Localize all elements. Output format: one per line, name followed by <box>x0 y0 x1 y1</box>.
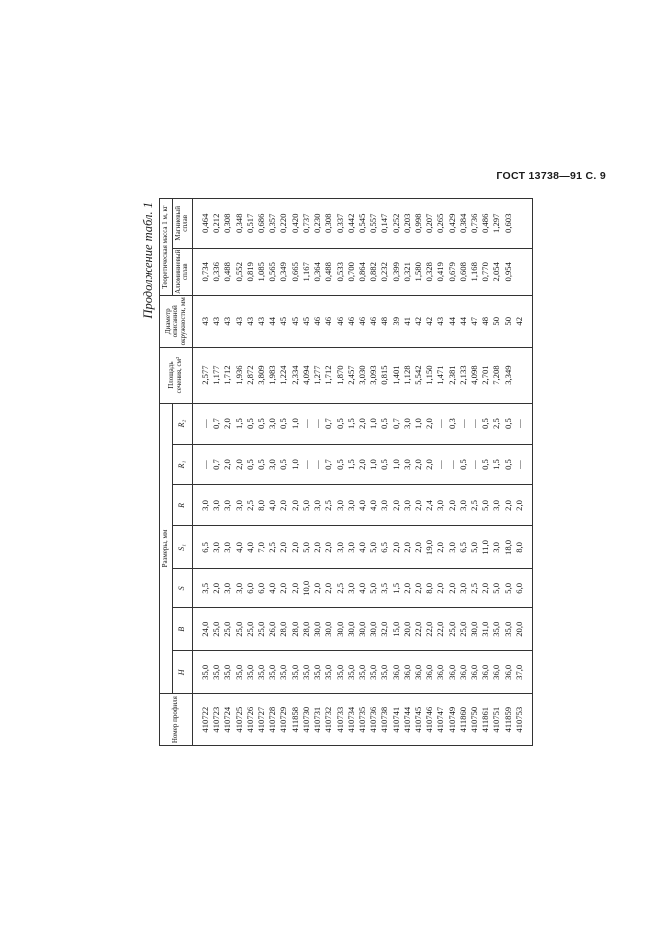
page-header: ГОСТ 13738—91 С. 9 <box>496 170 606 182</box>
column-B: 24,0 25,0 25,0 25,0 25,0 25,0 26,0 28,0 28,0 28,0 30,0 30,0 30,0 30,0 30,0 30,0 32,0 15,0 20,0 22,0 22,0 22,0 25,0 25,0 30,0 31,0 35,0 35,0 20,0 <box>193 608 533 651</box>
header-B: B <box>172 608 192 651</box>
header-diameter: Диаметр описанной окружности, мм <box>160 295 193 347</box>
header-S1: S₁ <box>172 526 192 569</box>
column-S1: 6,5 3,0 3,0 4,0 4,0 7,0 2,5 2,0 2,0 5,0 2,0 2,0 3,0 3,0 4,0 5,0 6,5 2,0 2,0 2,0 19,0 2,0 3,0 6,5 5,0 11,0 3,0 18,0 8,0 <box>193 526 533 569</box>
column-S: 3,5 2,0 3,0 3,0 6,0 6,0 4,0 2,0 2,0 10,0 2,0 2,0 2,5 3,0 4,0 5,0 3,5 1,5 2,0 2,0 8,0 2,0 2,0 3,0 2,5 2,0 5,0 5,0 6,0 <box>193 569 533 608</box>
header-S: S <box>172 569 192 608</box>
profile-table <box>159 198 533 746</box>
header-weight: Теоретическая масса 1 м, кг <box>160 199 173 296</box>
column-R2: — 0,7 2,0 1,5 0,5 0,5 3,0 0,5 1,0 — — 0,7 0,5 1,5 2,0 1,0 0,5 0,7 3,0 1,0 2,0 — 0,3 — — 0,5 2,5 0,5 — <box>193 403 533 444</box>
column-magnesium: 0,464 0,212 0,308 0,348 0,517 0,686 0,357 0,220 0,420 0,737 0,230 0,308 0,337 0,442 0,545 0,557 0,147 0,252 0,203 0,998 0,207 0,265 0,429 0,384 0,736 0,486 1,297 0,603 <box>193 199 533 249</box>
header-H: H <box>172 651 192 694</box>
column-area: 2,577 1,177 1,712 1,936 2,872 3,809 1,983 1,224 2,334 4,094 1,277 1,712 1,870 2,457 3,030 3,093 0,815 1,401 1,128 5,542 1,150 1,471 2,381 2,133 4,098 2,701 7,208 3,349 <box>193 347 533 403</box>
column-R1: — 0,7 2,0 2,0 0,5 0,5 3,0 0,5 1,0 — — 0,7 0,5 1,5 2,0 1,0 0,5 1,0 3,0 2,0 2,0 — — 0,5 — 0,5 1,5 0,5 — <box>193 444 533 485</box>
header-magnesium: Магниевый сплав <box>172 199 192 249</box>
header-area: Площадь сечения, см² <box>160 347 193 403</box>
rotated-table-container <box>141 198 524 746</box>
column-diameter: 43 43 43 43 43 43 44 45 45 45 46 46 46 46 46 46 48 39 41 42 42 43 44 44 47 48 50 50 42 <box>193 295 533 347</box>
column-R: 3,0 3,0 3,0 3,0 2,5 8,0 4,0 2,0 2,0 5,0 3,0 2,5 3,0 3,0 4,0 4,0 3,0 2,0 3,0 2,0 2,4 3,0 2,0 3,0 2,5 5,0 3,0 2,0 2,0 <box>193 485 533 526</box>
header-profile-number: Номер профиля <box>160 694 193 746</box>
column-profile-number: 410722 410723 410724 410725 410726 410727 410728 410729 411858 410730 410731 410732 410733 410734 410735 410736 410738 410741 410744 410745 410746 410747 410749 411860 410750 411861 410751 411859 410753 <box>193 694 533 746</box>
column-aluminium: 0,734 0,336 0,488 0,552 0,819 1,085 0,565 0,349 0,665 1,167 0,364 0,488 0,533 0,700 0,864 0,882 0,232 0,399 0,321 1,580 0,328 0,419 0,679 0,608 1,168 0,770 2,054 0,954 <box>193 248 533 295</box>
table-body-row <box>193 199 533 746</box>
header-R2: R₂ <box>172 403 192 444</box>
header-R: R <box>172 485 192 526</box>
table-caption: Продолжение табл. 1 <box>141 202 155 319</box>
header-R1: R₁ <box>172 444 192 485</box>
header-aluminium: Алюминиевый сплав <box>172 248 192 295</box>
column-H: 35,0 35,0 35,0 35,0 35,0 35,0 35,0 35,0 35,0 35,0 35,0 35,0 35,0 35,0 35,0 35,0 35,0 36,0 36,0 36,0 36,0 36,0 36,0 36,0 36,0 36,0 36,0 36,0 37,0 <box>193 651 533 694</box>
header-dimensions: Размеры, мм <box>160 403 173 694</box>
